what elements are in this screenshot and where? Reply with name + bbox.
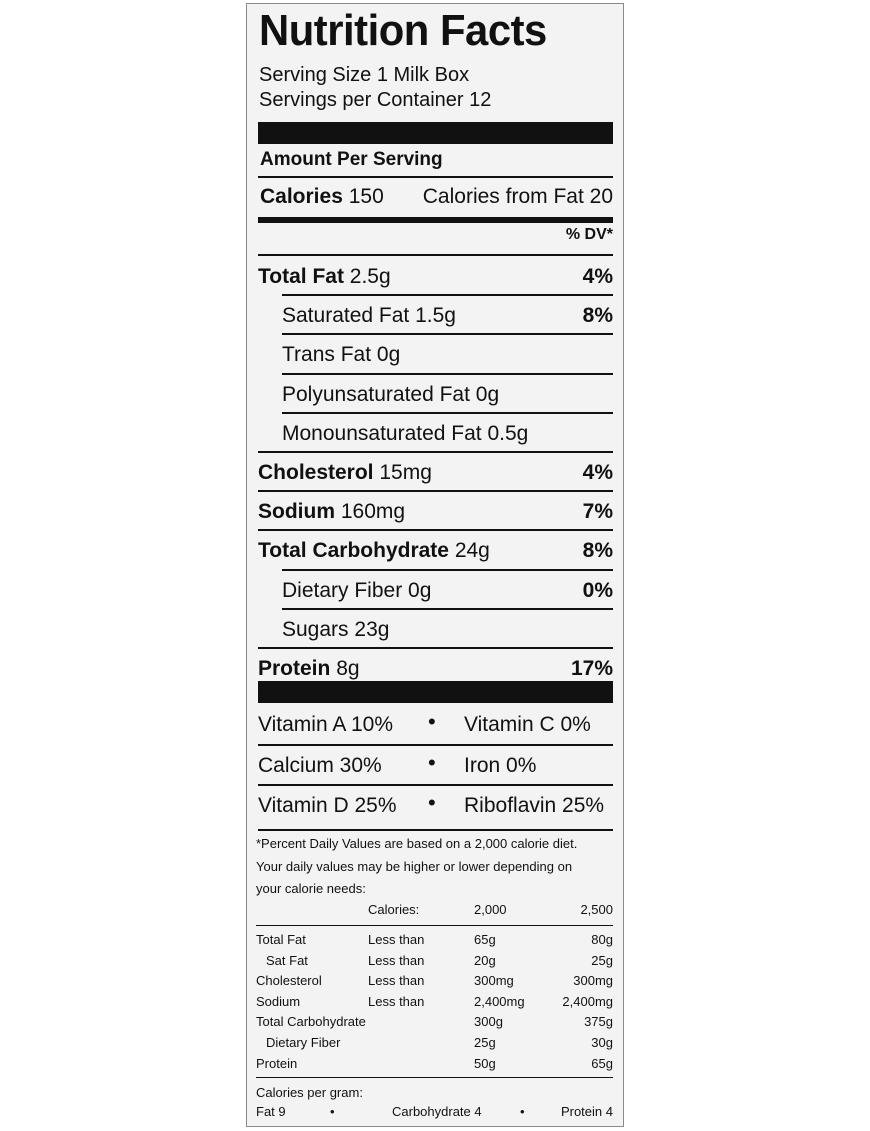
dv-table-col-2000: 2,000 xyxy=(474,902,507,917)
nutrient-dv: 8% xyxy=(582,539,613,563)
vitamin-row xyxy=(258,786,613,826)
dv-table-limit: Less than xyxy=(368,932,425,947)
thick-divider xyxy=(258,122,613,144)
divider xyxy=(258,829,613,831)
nutrient-row xyxy=(258,453,613,491)
dv-table-header xyxy=(256,902,613,922)
nutrition-facts-label xyxy=(246,3,624,1127)
dv-header: % DV* xyxy=(565,226,613,243)
nutrient-amount: 1.5g xyxy=(415,304,456,328)
nutrient-row xyxy=(258,375,613,413)
vitamin-row xyxy=(258,746,613,786)
divider xyxy=(256,925,613,926)
nutrient-amount: 0g xyxy=(475,382,500,406)
bullet-icon: • xyxy=(428,749,436,775)
dv-table-value-2500: 65g xyxy=(591,1055,613,1071)
servings-per-container: Servings per Container 12 xyxy=(259,89,492,111)
nutrient-label xyxy=(282,579,431,603)
calories-per-gram-row xyxy=(256,1104,613,1122)
divider xyxy=(256,1077,613,1078)
nutrient-label xyxy=(282,343,400,367)
nutrient-amount: 24g xyxy=(454,539,490,563)
nutrient-row xyxy=(258,531,613,569)
nutrient-row xyxy=(258,335,613,373)
protein-per-gram: Protein 4 xyxy=(560,1104,613,1119)
dv-table-value-2500: 2,400mg xyxy=(562,993,613,1009)
nutrient-row xyxy=(258,492,613,530)
nutrient-amount: 0g xyxy=(376,343,401,367)
nutrient-name: Total Fat xyxy=(258,265,344,288)
label-title: Nutrition Facts xyxy=(259,6,547,55)
dv-table-row xyxy=(256,932,613,950)
nutrient-row xyxy=(258,296,613,334)
nutrient-label xyxy=(258,265,391,289)
dv-table-row xyxy=(256,973,613,991)
calories-value: 150 xyxy=(348,185,384,208)
dv-table-value-2500: 30g xyxy=(591,1035,613,1050)
calories-label: Calories xyxy=(260,185,343,208)
separator-dot: • xyxy=(330,1104,335,1119)
dv-table-row xyxy=(256,994,613,1012)
medium-divider xyxy=(258,217,613,223)
nutrient-amount: 160mg xyxy=(340,500,406,524)
dv-table-value-2000: 300mg xyxy=(474,973,514,989)
nutrient-name: Saturated Fat xyxy=(282,304,410,328)
vitamin-left: Calcium 30% xyxy=(258,753,382,777)
footnote-line-2: Your daily values may be higher or lower depending on xyxy=(256,859,573,874)
dv-table-row xyxy=(256,1035,613,1053)
serving-size: Serving Size 1 Milk Box xyxy=(259,64,470,86)
dv-table-value-2000: 25g xyxy=(474,1035,496,1050)
vitamin-row xyxy=(258,705,613,745)
footnote-line-3: your calorie needs: xyxy=(256,881,366,896)
nutrient-label xyxy=(282,304,456,328)
dv-table-value-2000: 20g xyxy=(474,952,496,968)
nutrient-label xyxy=(258,539,490,563)
nutrient-label xyxy=(258,500,405,524)
nutrient-name: Protein xyxy=(258,657,331,680)
fat-per-gram: Fat 9 xyxy=(256,1104,286,1119)
nutrient-amount: 8g xyxy=(336,657,360,680)
dv-table-value-2500: 25g xyxy=(591,952,613,968)
dv-table-limit: Less than xyxy=(368,973,425,989)
nutrient-row xyxy=(258,414,613,452)
dv-table-limit: Less than xyxy=(368,993,425,1009)
dv-table-value-2500: 375g xyxy=(584,1014,613,1030)
vitamin-left: Vitamin D 25% xyxy=(258,794,397,817)
dv-table-nutrient: Dietary Fiber xyxy=(266,1035,341,1050)
nutrient-name: Sugars xyxy=(282,617,349,641)
nutrient-dv: 8% xyxy=(582,304,613,328)
nutrient-name: Monounsaturated Fat xyxy=(282,421,482,445)
dv-table-nutrient: Cholesterol xyxy=(256,973,322,989)
dv-table-value-2000: 2,400mg xyxy=(474,993,525,1009)
nutrient-name: Sodium xyxy=(258,500,335,524)
dv-table-nutrient: Sodium xyxy=(256,993,301,1009)
calories-line xyxy=(260,185,384,209)
dv-table-nutrient: Total Carbohydrate xyxy=(256,1014,366,1030)
nutrient-row xyxy=(258,571,613,609)
dv-table-nutrient: Sat Fat xyxy=(266,952,308,968)
thick-divider xyxy=(258,681,613,703)
dv-table-col-2500: 2,500 xyxy=(580,902,613,917)
dv-table-value-2000: 65g xyxy=(474,932,496,947)
nutrient-label xyxy=(258,461,432,485)
bullet-icon: • xyxy=(428,709,436,734)
dv-table-limit: Less than xyxy=(368,952,425,968)
amount-per-serving: Amount Per Serving xyxy=(260,149,443,170)
dv-table-row xyxy=(256,1014,613,1032)
nutrient-label xyxy=(282,383,499,407)
nutrient-label xyxy=(258,657,360,681)
bullet-icon: • xyxy=(428,790,436,815)
dv-table-row xyxy=(256,1056,613,1074)
dv-table-nutrient: Protein xyxy=(256,1055,298,1071)
nutrient-amount: 15mg xyxy=(379,461,432,484)
nutrient-row xyxy=(258,610,613,648)
calories-per-gram-title: Calories per gram: xyxy=(256,1085,363,1100)
dv-table-value-2000: 300g xyxy=(474,1014,503,1030)
vitamin-right: Riboflavin 25% xyxy=(464,794,605,817)
nutrient-name: Trans Fat xyxy=(282,343,372,367)
nutrient-name: Dietary Fiber xyxy=(282,578,403,602)
separator-dot: • xyxy=(520,1104,525,1119)
nutrient-amount: 0.5g xyxy=(487,421,529,445)
nutrient-amount: 2.5g xyxy=(349,265,391,288)
nutrient-dv: 4% xyxy=(582,265,613,288)
calories-from-fat: Calories from Fat 20 xyxy=(422,185,613,208)
nutrient-dv: 0% xyxy=(582,578,613,602)
nutrient-name: Polyunsaturated Fat xyxy=(282,382,470,406)
divider xyxy=(258,254,613,256)
dv-table-row xyxy=(256,953,613,971)
nutrient-amount: 23g xyxy=(354,617,390,641)
nutrient-dv: 4% xyxy=(582,461,613,484)
vitamin-right: Vitamin C 0% xyxy=(464,713,591,736)
nutrient-name: Total Carbohydrate xyxy=(258,539,449,563)
dv-table-nutrient: Total Fat xyxy=(256,932,306,947)
nutrient-label xyxy=(282,618,389,642)
nutrient-amount: 0g xyxy=(408,578,432,602)
nutrient-label xyxy=(282,422,528,446)
vitamin-left: Vitamin A 10% xyxy=(258,713,394,736)
carbohydrate-per-gram: Carbohydrate 4 xyxy=(392,1104,482,1119)
vitamin-right: Iron 0% xyxy=(464,753,537,777)
nutrient-name: Cholesterol xyxy=(258,461,374,484)
dv-table-calories-label: Calories: xyxy=(368,902,420,917)
nutrient-dv: 17% xyxy=(570,657,613,680)
dv-table-value-2500: 300mg xyxy=(573,973,613,989)
divider xyxy=(258,176,613,178)
dv-table-value-2000: 50g xyxy=(474,1055,496,1071)
footnote-line-1: *Percent Daily Values are based on a 2,000 calorie diet. xyxy=(256,836,578,851)
dv-table-value-2500: 80g xyxy=(591,932,613,947)
nutrient-row xyxy=(258,257,613,295)
nutrient-dv: 7% xyxy=(582,500,613,524)
